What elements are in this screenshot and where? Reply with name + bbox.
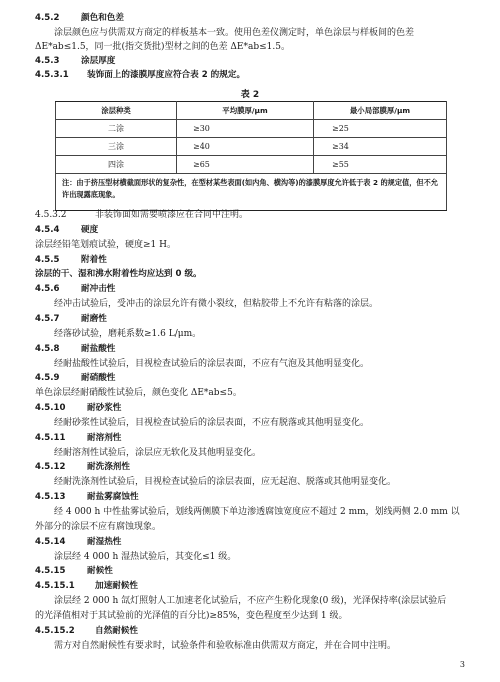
section-heading [35, 492, 139, 503]
section-heading [35, 284, 115, 295]
section-number: 4.5.12 [35, 462, 66, 473]
body-text: 经耐盐酸性试验后，目视检查试验后的涂层表面，不应有气泡及其他明显变化。 [54, 358, 370, 369]
body-text: 涂层经 2 000 h 氙灯照射人工加速老化试验后，不应产生粉化现象(0 级)，光泽保持率(涂层试验后 [54, 596, 447, 607]
table-cell: 三涂 [56, 138, 177, 156]
section-number: 4.5.15.2 [35, 625, 75, 636]
section-title: 非装饰面如需要喷漆应在合同中注明。 [95, 210, 249, 220]
section-title: 耐盐雾腐蚀性 [87, 492, 139, 503]
page-number: 3 [459, 660, 465, 669]
section-heading [35, 314, 107, 325]
table-row [56, 156, 447, 174]
section-title: 耐硝酸性 [81, 373, 116, 384]
section-title: 硬度 [81, 224, 99, 235]
body-text: 经 4 000 h 中性盐雾试验后，划线两侧膜下单边渗透腐蚀宽度应不超过 2 mm，划线两侧 2.0 mm 以 [54, 507, 460, 517]
body-text: 涂层经 4 000 h 湿热试验后，其变化≤1 级。 [54, 551, 237, 562]
section-number: 4.5.9 [35, 373, 60, 384]
section-heading: 4.5.3 涂层厚度 [35, 56, 116, 66]
section-title: 耐洗涤剂性 [87, 462, 130, 473]
section-heading [35, 581, 138, 592]
table-header: 涂层种类 [56, 102, 177, 120]
section-title: 附着性 [81, 254, 107, 265]
section-number: 4.5.14 [35, 536, 66, 547]
section-heading [35, 403, 121, 414]
section-number: 4.5.3.2 [35, 210, 67, 220]
section-heading [35, 433, 121, 444]
body-text: 经冲击试验后，受冲击的涂层允许有微小裂纹，但粘胶带上不允许有粘落的涂层。 [54, 299, 379, 310]
section-heading [35, 373, 115, 384]
table-cell: ≥55 [314, 156, 447, 174]
table-cell: ≥40 [177, 138, 314, 156]
section-heading [35, 255, 107, 266]
section-heading [35, 626, 138, 637]
section-number: 4.5.13 [35, 492, 66, 503]
section-heading [35, 566, 113, 577]
body-text: 经耐洗涤剂性试验后，目视检查试验后的涂层表面，应无起泡、脱落或其他明显变化。 [54, 477, 397, 488]
body-text: 需方对自然耐候性有要求时，试验条件和验收标准由供需双方商定，并在合同中注明。 [54, 640, 397, 651]
section-number: 4.5.4 [35, 224, 60, 235]
table-row [56, 138, 447, 156]
table-cell: 四涂 [56, 156, 177, 174]
section-title: 耐砂浆性 [87, 403, 122, 413]
section-heading [35, 225, 98, 236]
section-heading [35, 210, 248, 221]
body-text: 涂层颜色应与供需双方商定的样板基本一致。使用色差仪测定时，单色涂层与样板间的色差 [54, 28, 415, 38]
table-note: 注：由于挤压型材横截面形状的复杂性，在型材某些表面(如内角、横沟等)的漆膜厚度允许低于表 2 的规定值，但不允许出现露底现象。 [56, 174, 447, 211]
section-number: 4.5.8 [35, 343, 60, 354]
body-text: 单色涂层经耐硝酸性试验后，颜色变化 ΔE*ab≤5。 [35, 388, 242, 399]
section-heading [35, 537, 121, 548]
section-title: 耐候性 [87, 566, 113, 577]
table-cell: ≥65 [177, 156, 314, 174]
section-title: 自然耐候性 [95, 625, 138, 636]
section-title: 耐溶剂性 [87, 432, 122, 443]
section-number: 4.5.7 [35, 313, 60, 324]
section-number: 4.5.15 [35, 566, 66, 577]
section-number: 4.5.6 [35, 284, 60, 295]
section-heading: 4.5.3.1 装饰面上的漆膜厚度应符合表 2 的规定。 [35, 70, 246, 80]
section-heading [35, 344, 115, 355]
body-text: 涂层的干、湿和沸水附着性均应达到 0 级。 [35, 269, 202, 280]
coating-thickness-table [55, 101, 447, 211]
body-text: 外部分的涂层不应有腐蚀现象。 [35, 521, 162, 532]
table-row [56, 120, 447, 138]
table-note-row [56, 174, 447, 211]
body-text: 经耐溶剂性试验后，涂层应无软化及其他明显变化。 [54, 447, 262, 458]
table-cell: ≥34 [314, 138, 447, 156]
body-text: ΔE*ab≤1.5，同一批(指交货批)型材之间的色差 ΔE*ab≤1.5。 [35, 42, 290, 52]
section-title: 加速耐候性 [95, 581, 138, 592]
section-number: 4.5.10 [35, 403, 66, 413]
section-number: 4.5.5 [35, 254, 60, 265]
section-number: 4.5.15.1 [35, 581, 75, 592]
body-text: 经耐砂浆性试验后，目视检查试验后的涂层表面，不应有脱落或其他明显变化。 [54, 417, 370, 428]
section-title: 耐磨性 [81, 313, 107, 324]
table-cell: ≥25 [314, 120, 447, 138]
table-header: 平均膜厚/μm [177, 102, 314, 120]
section-number: 4.5.11 [35, 432, 66, 443]
table-caption: 表 2 [240, 90, 260, 100]
body-text: 经落砂试验，磨耗系数≥1.6 L/μm。 [54, 328, 202, 339]
section-title: 耐盐酸性 [81, 343, 116, 354]
section-heading: 4.5.2 颜色和色差 [35, 13, 124, 23]
body-text: 的光泽值相对于其试验前的光泽值的百分比)≥85%，变色程度至少达到 1 级。 [35, 611, 348, 621]
section-title: 耐湿热性 [87, 536, 122, 547]
body-text: 涂层经铅笔划痕试验，硬度≥1 H。 [35, 239, 176, 250]
section-title: 耐冲击性 [81, 284, 116, 295]
table-header-row [56, 102, 447, 120]
section-heading [35, 462, 130, 473]
table-cell: 二涂 [56, 120, 177, 138]
table-cell: ≥30 [177, 120, 314, 138]
table-header: 最小局部膜厚/μm [314, 102, 447, 120]
